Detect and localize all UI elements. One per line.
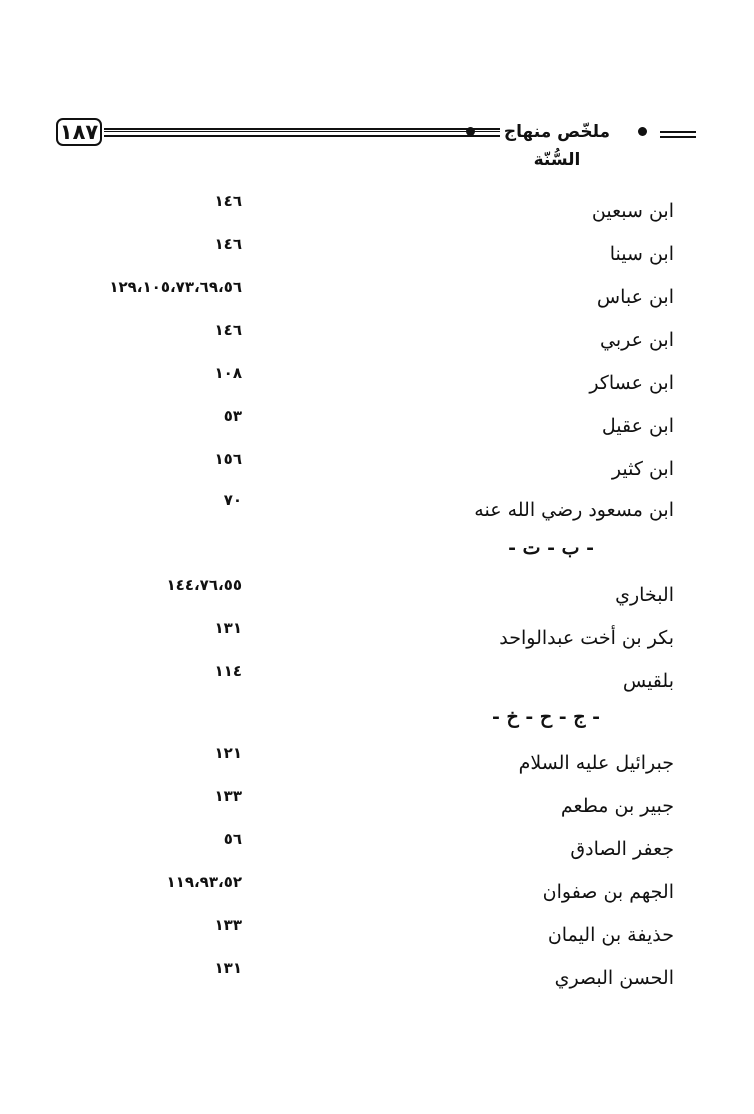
entry-pages: ١٣١ xyxy=(214,959,242,977)
entry-name: بكر بن أخت عبدالواحد xyxy=(499,627,674,649)
entry-name: بلقيس xyxy=(622,670,674,692)
entry-name: ابن عقيل xyxy=(601,415,674,437)
entry-pages: ١١٤ xyxy=(214,662,242,680)
bullet-icon xyxy=(466,127,475,136)
entry-pages: ٥٦ xyxy=(223,830,242,848)
index-entry xyxy=(0,662,754,696)
index-entry xyxy=(0,278,754,312)
entry-name: حذيفة بن اليمان xyxy=(547,924,674,946)
entry-pages: ١٥٦ xyxy=(214,450,242,468)
entry-pages: ١٢٩،١٠٥،٧٣،٦٩،٥٦ xyxy=(109,278,242,296)
entry-pages: ١٣٣ xyxy=(214,787,242,805)
entry-name: ابن عساكر xyxy=(589,372,674,394)
index-entry xyxy=(0,407,754,441)
entry-pages: ١٤٦ xyxy=(214,321,242,339)
entry-pages: ١٣٣ xyxy=(214,916,242,934)
entry-name: ابن عباس xyxy=(596,286,674,308)
entry-name: جبير بن مطعم xyxy=(560,795,674,817)
index-entry xyxy=(0,491,754,525)
entry-name: ابن سبعين xyxy=(591,200,674,222)
index-entry xyxy=(0,830,754,864)
index-entry xyxy=(0,787,754,821)
entry-pages: ١٤٤،٧٦،٥٥ xyxy=(166,576,242,594)
entry-name: الحسن البصري xyxy=(554,967,674,989)
entry-pages: ١٢١ xyxy=(214,744,242,762)
index-entry xyxy=(0,744,754,778)
index-entry xyxy=(0,576,754,610)
entry-pages: ٧٠ xyxy=(223,491,242,509)
index-entry xyxy=(0,192,754,226)
entry-name: ابن سينا xyxy=(609,243,674,265)
entry-name: ابن مسعود رضي الله عنه xyxy=(474,499,674,521)
index-entry xyxy=(0,450,754,484)
running-title: ملخّص منهاج السُّنّة xyxy=(503,122,611,170)
entry-pages: ٥٣ xyxy=(223,407,242,425)
page-header xyxy=(56,118,696,170)
letter-heading: - ب - ت - xyxy=(508,537,594,559)
index-entry xyxy=(0,321,754,355)
index-entry xyxy=(0,619,754,653)
header-rule-short xyxy=(660,131,696,138)
entry-pages: ١٠٨ xyxy=(214,364,242,382)
index-entry xyxy=(0,916,754,950)
entry-pages: ١١٩،٩٣،٥٢ xyxy=(166,873,242,891)
entry-name: البخاري xyxy=(615,584,674,606)
entry-pages: ١٤٦ xyxy=(214,192,242,210)
index-entry xyxy=(0,364,754,398)
index-entry xyxy=(0,959,754,993)
index-entry xyxy=(0,235,754,269)
entry-pages: ١٤٦ xyxy=(214,235,242,253)
entry-name: الجهم بن صفوان xyxy=(542,881,674,903)
letter-heading: - ج - ح - خ - xyxy=(491,706,600,728)
header-rule xyxy=(104,128,500,137)
page-number: ١٨٧ xyxy=(56,118,102,146)
entry-pages: ١٣١ xyxy=(214,619,242,637)
entry-name: ابن كثير xyxy=(611,458,674,480)
entry-name: جبرائيل عليه السلام xyxy=(518,752,674,774)
bullet-icon xyxy=(638,127,647,136)
entry-name: جعفر الصادق xyxy=(570,838,674,860)
index-entry xyxy=(0,873,754,907)
entry-name: ابن عربي xyxy=(599,329,674,351)
